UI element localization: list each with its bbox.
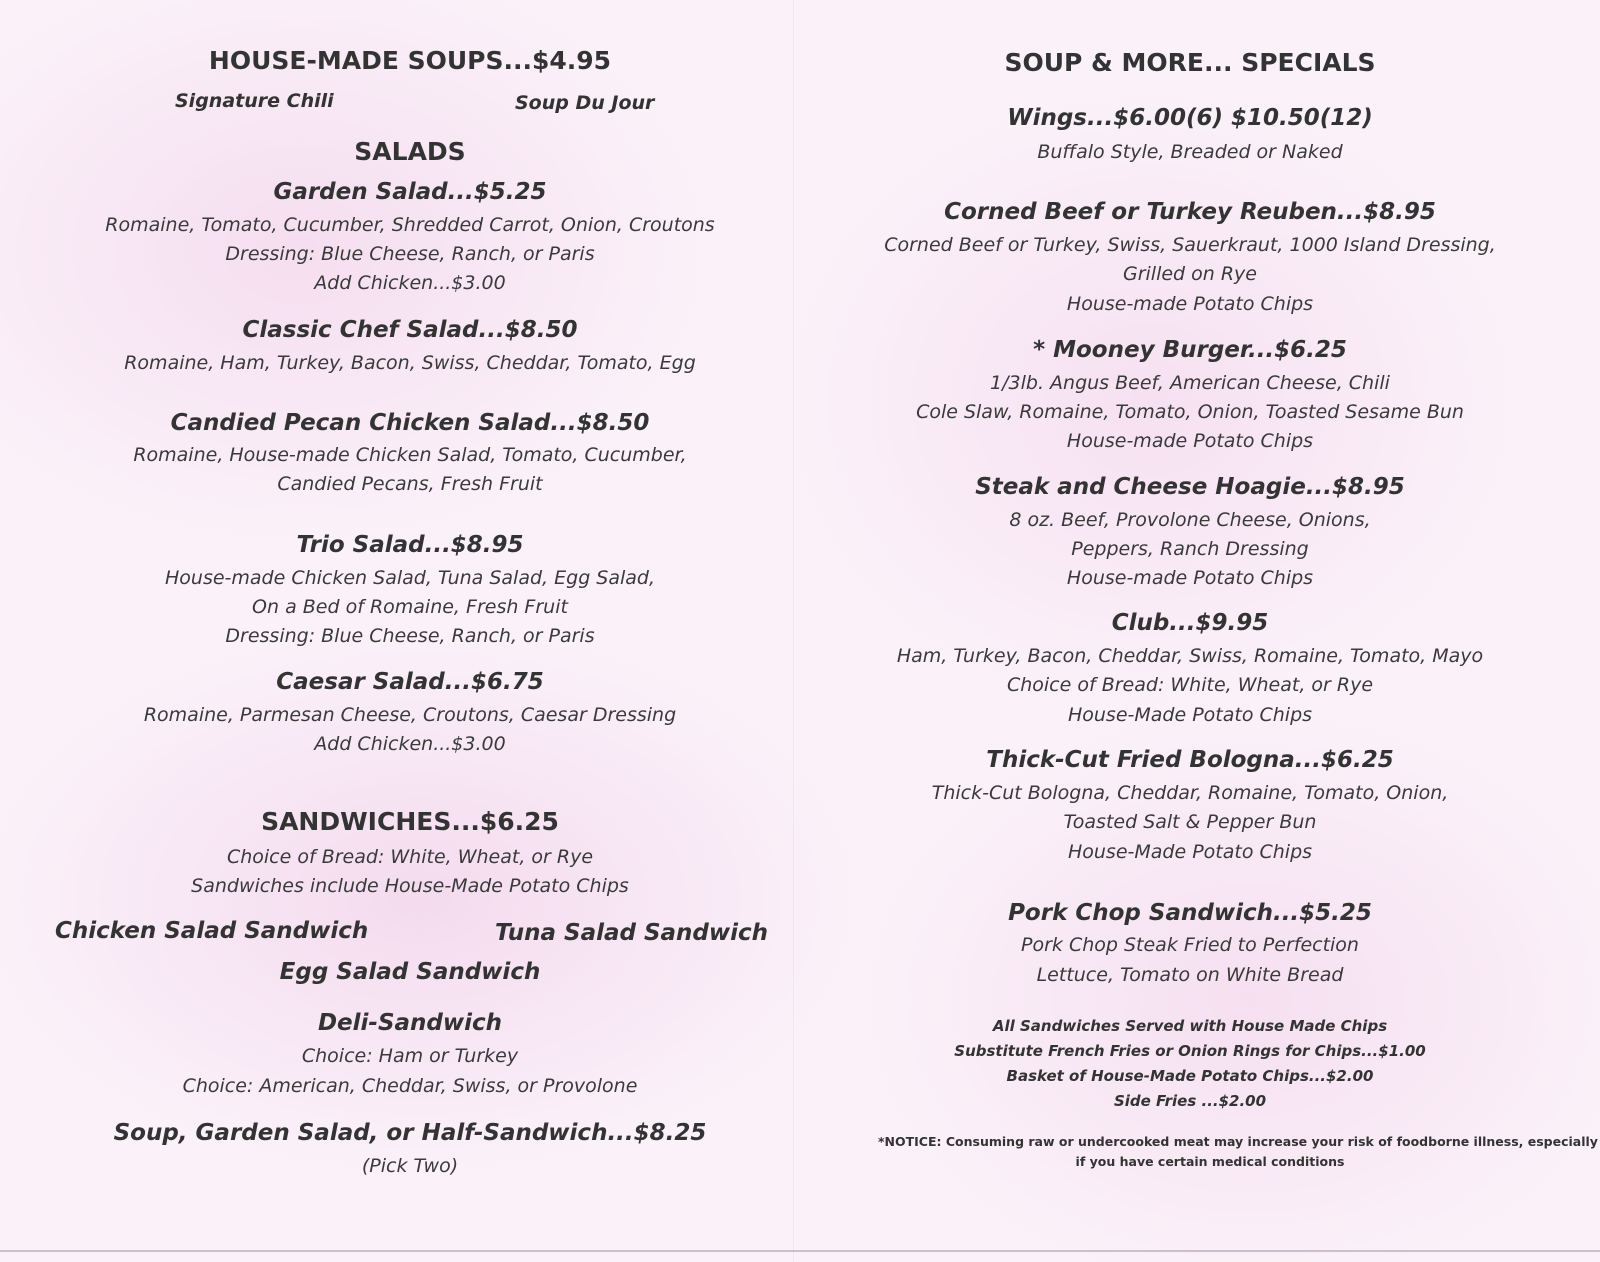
- sandwiches-desc-2: Sandwiches include House-Made Potato Chips: [191, 875, 629, 897]
- club-name: Club...$9.95: [1111, 610, 1269, 636]
- trio-salad-desc-3: Dressing: Blue Cheese, Ranch, or Paris: [225, 625, 595, 647]
- wings-name: Wings...$6.00(6) $10.50(12): [1007, 105, 1373, 131]
- reuben-desc-3: House-made Potato Chips: [1066, 293, 1314, 315]
- pecan-salad-name: Candied Pecan Chicken Salad...$8.50: [170, 410, 650, 436]
- porkchop-desc-1: Pork Chop Steak Fried to Perfection: [1021, 934, 1359, 956]
- porkchop-name: Pork Chop Sandwich...$5.25: [1008, 900, 1372, 926]
- caesar-salad-desc-1: Romaine, Parmesan Cheese, Croutons, Caesar Dressing: [143, 704, 677, 726]
- egg-salad-sandwich: Egg Salad Sandwich: [279, 959, 541, 985]
- garden-salad-desc-3: Add Chicken...$3.00: [314, 272, 506, 294]
- hoagie-desc-3: House-made Potato Chips: [1066, 567, 1314, 589]
- bologna-desc-3: House-Made Potato Chips: [1067, 841, 1313, 863]
- bologna-desc-1: Thick-Cut Bologna, Cheddar, Romaine, Tomato, Onion,: [931, 782, 1449, 804]
- deli-sandwich-name: Deli-Sandwich: [317, 1010, 503, 1036]
- caesar-salad-name: Caesar Salad...$6.75: [276, 669, 544, 695]
- specials-title: SOUP & MORE... SPECIALS: [1004, 48, 1376, 77]
- reuben-desc-1: Corned Beef or Turkey, Swiss, Sauerkraut, 1000 Island Dressing,: [884, 234, 1496, 256]
- club-desc-1: Ham, Turkey, Bacon, Cheddar, Swiss, Romaine, Tomato, Mayo: [896, 645, 1484, 667]
- page-edge: [0, 1250, 1600, 1252]
- bologna-name: Thick-Cut Fried Bologna...$6.25: [986, 747, 1394, 773]
- deli-sandwich-desc-1: Choice: Ham or Turkey: [301, 1045, 519, 1067]
- pecan-salad-desc-2: Candied Pecans, Fresh Fruit: [277, 473, 543, 495]
- reuben-name: Corned Beef or Turkey Reuben...$8.95: [944, 199, 1436, 225]
- caesar-salad-desc-2: Add Chicken...$3.00: [314, 733, 506, 755]
- soup-du-jour: Soup Du Jour: [515, 92, 655, 114]
- burger-desc-2: Cole Slaw, Romaine, Tomato, Onion, Toasted Sesame Bun: [916, 401, 1464, 423]
- garden-salad-name: Garden Salad...$5.25: [273, 179, 547, 205]
- footer-line-4: Side Fries ...$2.00: [1113, 1092, 1267, 1110]
- chicken-salad-sandwich: Chicken Salad Sandwich: [55, 918, 369, 944]
- hoagie-desc-1: 8 oz. Beef, Provolone Cheese, Onions,: [1009, 509, 1371, 531]
- wings-desc-1: Buffalo Style, Breaded or Naked: [1037, 141, 1343, 163]
- footer-line-3: Basket of House-Made Potato Chips...$2.00: [1006, 1067, 1374, 1085]
- garden-salad-desc-2: Dressing: Blue Cheese, Ranch, or Paris: [225, 243, 595, 265]
- burger-desc-3: House-made Potato Chips: [1066, 430, 1314, 452]
- sandwiches-title: SANDWICHES...$6.25: [261, 807, 559, 836]
- hoagie-desc-2: Peppers, Ranch Dressing: [1071, 538, 1309, 560]
- burger-name: * Mooney Burger...$6.25: [1033, 337, 1347, 363]
- club-desc-2: Choice of Bread: White, Wheat, or Rye: [1006, 674, 1374, 696]
- burger-desc-1: 1/3lb. Angus Beef, American Cheese, Chili: [990, 372, 1390, 394]
- combo-desc-1: (Pick Two): [361, 1155, 459, 1177]
- garden-salad-desc-1: Romaine, Tomato, Cucumber, Shredded Carrot, Onion, Croutons: [105, 214, 715, 236]
- chef-salad-name: Classic Chef Salad...$8.50: [242, 317, 578, 343]
- tuna-salad-sandwich: Tuna Salad Sandwich: [495, 920, 769, 946]
- footer-line-2: Substitute French Fries or Onion Rings for Chips...$1.00: [954, 1042, 1426, 1060]
- pecan-salad-desc-1: Romaine, House-made Chicken Salad, Tomato, Cucumber,: [133, 444, 687, 466]
- trio-salad-desc-1: House-made Chicken Salad, Tuna Salad, Egg Salad,: [164, 567, 656, 589]
- club-desc-3: House-Made Potato Chips: [1067, 704, 1313, 726]
- deli-sandwich-desc-2: Choice: American, Cheddar, Swiss, or Provolone: [182, 1075, 638, 1097]
- soups-title: HOUSE-MADE SOUPS...$4.95: [208, 46, 612, 75]
- chef-salad-desc-1: Romaine, Ham, Turkey, Bacon, Swiss, Cheddar, Tomato, Egg: [124, 352, 696, 374]
- porkchop-desc-2: Lettuce, Tomato on White Bread: [1036, 964, 1344, 986]
- notice-line-2: if you have certain medical conditions: [1075, 1154, 1345, 1169]
- sandwiches-desc-1: Choice of Bread: White, Wheat, or Rye: [226, 846, 594, 868]
- combo-name: Soup, Garden Salad, or Half-Sandwich...$8.25: [113, 1120, 707, 1146]
- salads-title: SALADS: [354, 137, 466, 166]
- footer-line-1: All Sandwiches Served with House Made Chips: [992, 1017, 1388, 1035]
- bologna-desc-2: Toasted Salt & Pepper Bun: [1063, 811, 1317, 833]
- trio-salad-name: Trio Salad...$8.95: [296, 532, 524, 558]
- trio-salad-desc-2: On a Bed of Romaine, Fresh Fruit: [252, 596, 568, 618]
- soup-signature-chili: Signature Chili: [175, 90, 334, 112]
- hoagie-name: Steak and Cheese Hoagie...$8.95: [975, 474, 1405, 500]
- notice-line-1: *NOTICE: Consuming raw or undercooked meat may increase your risk of foodborne illness, especially: [878, 1134, 1598, 1149]
- reuben-desc-2: Grilled on Rye: [1122, 263, 1257, 285]
- page-fold: [793, 0, 795, 1262]
